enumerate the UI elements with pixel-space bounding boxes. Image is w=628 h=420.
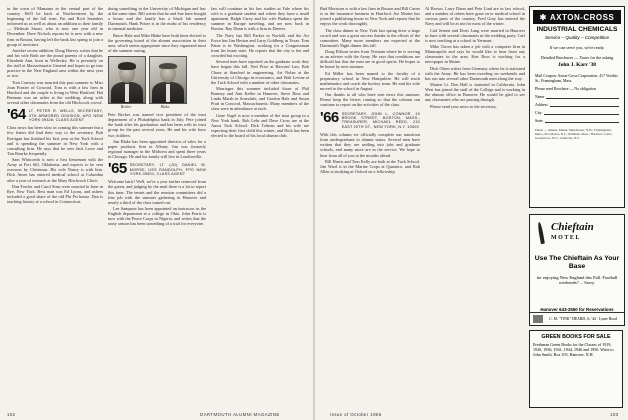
photo-pair: [108, 56, 206, 104]
page-number-right: 103: [610, 412, 619, 417]
paragraph: The Navy has Bill Parker in Norfolk and the Air Force has Jim Heston and Larry Goldberg in Texas. Tom Paine is in Washington, working for a Congressman from his home state. He reports that the city is hot and crowded but exciting.: [211, 32, 309, 59]
ad-headline: INDUSTRIAL CHEMICALS: [536, 26, 618, 33]
class-officers: SECRETARY, LT. (JG) DANIEL W. MORSE, USS RANDOLPH, FPO NEW YORK 09501; CLASS AGENT: [129, 163, 206, 176]
coupon-city-field[interactable]: City: [535, 110, 619, 115]
coupon-address-field[interactable]: Address: [535, 102, 619, 107]
motel-name: Chieftain: [551, 221, 594, 233]
column-3: [211, 6, 309, 408]
paragraph: Pete Becker was named vice president of the trust department of a Philadelphia bank in July. Pete joined the bank after his graduation and has been with its trust group for the past several years. He and his wife have two children.: [108, 112, 206, 138]
paragraph: The class dinner in New York last spring drew a large crowd and was a great success thanks to the efforts of the committee. Many more members are expected at the Dartmouth Night dinner this fall.: [320, 27, 420, 48]
coupon-state-field[interactable]: State: [535, 118, 619, 123]
paragraph: Welcome back! Well, we're a year farther removed from the green, and judging by the mail there is a lot to report this time. The tennis and the reunion committees did a fine job with the summer gathering in Hanover and nearly a third of the class turned out.: [108, 179, 206, 205]
motel-photo: [533, 315, 543, 323]
ad-offer: If we can serve you, we're ready.: [549, 45, 605, 51]
paragraph: Tom Conway was married this past summer to Miss Joan Frazier of Concord. Tom is with a law firm in Hartford and the couple is living in West Hartford. Hal Brennan was an usher at the wedding, along with several other classmates from the old Hitchcock crowd.: [7, 79, 103, 106]
paragraph: Several men have reported on the graduate work they have begun this fall: Ned Price at Harvard Law, Bob Chase at Stanford in engineering, Art Nolan at the University of Chicago in economics, and Walt Levine at the Tuck School with a number of other classmates.: [211, 59, 309, 85]
portrait-photo: [149, 56, 187, 104]
column-2: [108, 6, 206, 408]
page-gutter: [313, 0, 315, 420]
class-heading-65: [108, 162, 206, 176]
paragraph: law will continue in his law studies at Yale where his wife is a graduate student and where they have a small apartment. Ralph Carey and his wife Barbara spent the summer in Europe traveling, and are now back in Boston. Ray Dunn is with a firm in Denver.: [211, 6, 309, 32]
motel-phone: Hanover 643-2550 for Reservations: [540, 307, 614, 312]
footer-issue-date: Issue of October 1966: [330, 412, 382, 417]
chieftain-motel-ad: [529, 214, 625, 326]
axton-cross-ad: [529, 6, 625, 208]
motel-headline: Use The Chieftain As Your Base: [534, 255, 620, 270]
photo-caption: Becker: [120, 105, 132, 110]
axton-cross-logo: ✱ AXTON-CROSS: [533, 10, 621, 24]
paragraph: Please send your news to the secretary.: [430, 103, 497, 109]
column-5: [425, 6, 525, 408]
paragraph: Mike Torres has taken a job with a computer firm in Minneapolis and says he would like to hear from any classmates in the area. Ken Ross is working for a newspaper in Maine.: [425, 44, 525, 65]
ad-tagline: Service – Quality – Competitive: [544, 35, 610, 41]
photo-caption: Blake: [160, 105, 170, 110]
column-1: [7, 6, 103, 408]
class-year: '66: [320, 108, 339, 126]
paragraph: With this column we officially complete our transition from undergraduate to alumni status. Several men have written that they are settling into jobs and graduate schools, and many more are in the service. We hope to hear from all of you in the months ahead.: [320, 132, 420, 158]
class-officers: LT. PETER R. WELLS, SECRETARY, 4TH ARMORED DIVISION, APO NEW YORK 09326; CLASS AGENT: [28, 109, 103, 122]
paragraph: Our thanks to all who have sent news this summer. Please keep the letters coming so that the column can continue to report on the activities of the class.: [320, 92, 420, 108]
books-ad-title: GREEN BOOKS FOR SALE: [541, 334, 611, 340]
class-year: '64: [7, 106, 26, 124]
paragraph: Ed Miller has been named to the faculty of a preparatory school in New Hampshire. He will teach mathematics and coach the hockey team. He and his wife moved to the school in August.: [320, 70, 420, 91]
motel-name-sub: MOTEL: [551, 235, 581, 241]
paragraph: Doug Ellison writes from Vietnam where he is serving as an adviser with the Army. He says that conditions are difficult but that the men are in good spirits. He hopes to be home by next summer.: [320, 49, 420, 70]
paragraph: Marriages this summer included those of Phil Ramsey and Ann Keller in Hanover, Steve Ross and Linda Marsh in Scarsdale, and Gordon Hale and Susan Pratt in Concord, Massachusetts. Many members of the class were in attendance at each.: [211, 85, 309, 112]
paragraph: Dick Olsen writes from Germany where he is stationed with the Army. He has been traveling on weekends and has run into several other Dartmouth men along the way.: [425, 65, 525, 81]
portrait-photo: [108, 56, 146, 104]
paragraph: Lee Sampson has been appointed an instructor in the English department at a college in Ohio. John Ferris is now with the Peace Corps in Nigeria, and writes that the rainy season has been something of a trial for everyone.: [108, 206, 206, 227]
books-ad-body: Freshman Green Books for the Classes of 1919, 1920, 1936, 1941, 1944, 1946 and 1950. Write to John Smith, Box 103, Hanover, N.H.: [533, 342, 614, 357]
paragraph: in the town of Manzana in the central part of the country. He'll be back at Northwestern by the beginning of the fall term. Pat and Rich Saunders informed us as well as about an addition to their family — Melinda Stuart, who is now one year old in December. Dave Nichols reports he is now with a new firm in Boston, having left the bank last spring to join a group of investors.: [7, 6, 103, 47]
class-heading-66: [320, 108, 420, 130]
motel-logo: [534, 219, 620, 247]
page-number-left: 102: [7, 412, 16, 417]
paragraph: Sam Whitcomb is now a first lieutenant with the Army at Fort Sill, Oklahoma, and expects to be sent overseas by Christmas. His wife Nancy is with him. Dick Ames has entered medical school at Columbia after a year of research at the Mary Hitchcock Clinic.: [7, 157, 103, 183]
class-officers: SECRETARY, JOHN L. CONNOR, 19 BROOK STREET, BOSTON, MASS.; TREASURER, MICHAEL REED, 210 EAST 20TH ST., NEW YORK, N.Y. 10003: [341, 111, 420, 129]
footer-magazine-title: DARTMOUTH ALUMNI MAGAZINE: [200, 412, 280, 417]
paragraph: doing something in the University of Michigan and law at the same time. Bill writes that he and Sue have bought a house and the family has a black lab named Dartmouth. Hank Potter is in the midst of his residency in internal medicine.: [108, 6, 206, 32]
green-books-ad: [529, 330, 623, 408]
ad-plant-list: Plants — Athens, Maine; Manchester, N.H.; Framingham, Mass.; Providence, R.I.; Waltham, Mass.; Hartford, Conn.; Greensboro, N.C.; Charlotte, N.C.: [535, 128, 613, 141]
star-icon: ✱: [539, 12, 547, 22]
paragraph: Class news has been slow in coming this summer but a few letters did find their way to the secretary. Bob Kerrigan has finished his first year at the Tuck School and is spending the summer in New York with a consulting firm. He says that he sees Jack Lowe and Tim Rourke frequently.: [7, 125, 103, 156]
motel-subtext: for enjoying New England this Fall. Football weekends? ... Sorry.: [536, 274, 618, 286]
coupon-name-field[interactable]: Name: [535, 94, 619, 99]
ad-address: Mail Coupon: Axton-Cross Corporation, 417 Voorhis St., Framingham, Mass.: [535, 74, 618, 83]
paragraph: Another recent addition: Doug Harvey writes that he and his wife Ruth are the proud parents of a daughter, Elizabeth Ann, born in Wellesley. He is presently on the staff at Massachusetts General and hopes to go into practice in the New England area within the next year or two.: [7, 47, 103, 79]
paragraph: Bruce Hale and Mike Blake have both been elected to the governing board of the alumni association in their area, which seems appropriate since they organized most of the summer outing.: [108, 32, 206, 53]
paragraph: Gene Vogel is now a member of the trust group in a New York bank. Bob Lehr and Dave Cross are at the Amos Tuck School. Dick Tolman and his wife are expecting their first child this winter, and Dick has been elected to the board of his local alumni club.: [211, 112, 309, 138]
paragraph: Bill Harris and Tom Kelly are both at the Tuck School. Jim Ward is in the Marine Corps at Quantico, and Bob Allen is studying at Oxford on a fellowship.: [320, 158, 420, 174]
photo-captions: [108, 105, 206, 110]
paragraph: Al Brown, Larry Dunn and Pete Lind are in law school, and a number of others have gone on to medical school in various parts of the country. Fred Gray has entered the Navy and will be at sea for most of the winter.: [425, 6, 525, 27]
paragraph: Jim Blake has been appointed director of sales for a paper products firm in Albany. Jim was formerly regional manager in the Midwest and spent three years in Chicago. He and his family will live in Loudonville.: [108, 138, 206, 160]
class-year: '65: [108, 160, 127, 178]
feather-icon: [534, 222, 548, 244]
class-heading-64: [7, 108, 103, 122]
paragraph: Bud Morrison is with a law firm in Boston and Bill Carter is in the insurance business in Hartford. Joe Martin has joined a publishing house in New York and reports that he enjoys the work thoroughly.: [320, 6, 420, 27]
ad-coupon-prompt: Please send Brochure — No obligation: [535, 86, 596, 91]
motel-contact-strip: C. M. "TINK" HEARD, Jr. '44 · Lyme Road: [530, 312, 624, 325]
paragraph: Dan Fowler and Carol Sims were married in June in Rye, New York. Best man was Ed Lyons, and ushers included a good share of the old Phi Psi house. Dan is teaching history at a school in Connecticut.: [7, 183, 103, 205]
ad-contact-name: John J. Karr '38: [558, 62, 596, 69]
ad-brochure-note: Detailed Brochures — Yours for the asking: [540, 55, 614, 61]
paragraph: Marine Lt. Don Hall is stationed in California. John West has joined the staff of the College and is working in the alumni office in Hanover. He would be glad to see any classmates who are passing through.: [425, 82, 525, 103]
column-4: [320, 6, 420, 408]
paragraph: Carl Jensen and Doris Lang were married in Hanover in June with several classmates in the wedding party. Carl is now teaching at a school in Vermont.: [425, 27, 525, 43]
